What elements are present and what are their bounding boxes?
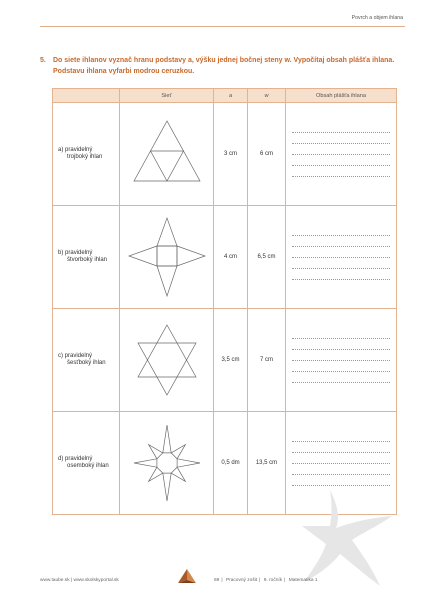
answer-line[interactable] <box>292 338 390 339</box>
answer-line[interactable] <box>292 235 390 236</box>
answer-line[interactable] <box>292 176 390 177</box>
answer-area[interactable] <box>286 103 397 206</box>
row-letter: d) <box>58 455 64 462</box>
pyramid-name <box>53 103 120 206</box>
name-line2: trojboký ihlan <box>67 154 103 160</box>
answer-line[interactable] <box>292 246 390 247</box>
header-name <box>53 89 120 103</box>
answer-line[interactable] <box>292 349 390 350</box>
header-a: a <box>214 89 248 103</box>
answer-line[interactable] <box>292 382 390 383</box>
name-line2: šesťboký ihlan <box>67 360 106 366</box>
footer-subject: Matematika 1 <box>288 578 318 583</box>
publisher-logo-icon <box>300 488 398 588</box>
header-rule <box>40 26 405 27</box>
answer-line[interactable] <box>292 371 390 372</box>
square-pyramid-net-icon <box>120 206 214 309</box>
answer-line[interactable] <box>292 474 390 475</box>
header-area: Obsah plášťa ihlana <box>286 89 397 103</box>
answer-area[interactable] <box>286 309 397 412</box>
answer-line[interactable] <box>292 452 390 453</box>
value-a: 3,5 cm <box>214 309 248 412</box>
pyramid-name <box>53 206 120 309</box>
answer-line[interactable] <box>292 441 390 442</box>
pyramid-icon <box>176 568 198 584</box>
footer-websites: www.taube.sk | www.skolskyportal.sk <box>40 578 119 583</box>
header-w: w <box>248 89 286 103</box>
name-line2: osemboký ihlan <box>67 463 109 469</box>
footer-grade: 9. ročník <box>263 578 283 583</box>
triangular-pyramid-net-icon <box>120 103 214 206</box>
answer-line[interactable] <box>292 360 390 361</box>
value-a: 0,5 dm <box>214 412 248 515</box>
answer-line[interactable] <box>292 143 390 144</box>
pyramid-table <box>52 88 397 515</box>
answer-area[interactable] <box>286 206 397 309</box>
value-a: 4 cm <box>214 206 248 309</box>
name-line2: štvorboký ihlan <box>67 257 108 263</box>
name-line1: pravidelný <box>65 455 93 462</box>
answer-line[interactable] <box>292 165 390 166</box>
table-row <box>53 309 397 412</box>
row-letter: a) <box>58 146 64 153</box>
value-a: 3 cm <box>214 103 248 206</box>
footer-workbook: Pracovný zošit <box>225 578 258 583</box>
table-row <box>53 103 397 206</box>
hexagonal-pyramid-net-icon <box>120 309 214 412</box>
name-line1: pravidelný <box>65 146 93 153</box>
answer-line[interactable] <box>292 257 390 258</box>
value-w: 6,5 cm <box>248 206 286 309</box>
page-number: 69 <box>214 578 220 583</box>
answer-line[interactable] <box>292 485 390 486</box>
answer-line[interactable] <box>292 268 390 269</box>
header-net: Sieť <box>120 89 214 103</box>
answer-line[interactable] <box>292 154 390 155</box>
row-letter: c) <box>58 352 63 359</box>
value-w: 13,5 cm <box>248 412 286 515</box>
table-row <box>53 206 397 309</box>
task-text: Do siete ihlanov vyznač hranu podstavy a, výšku jednej bočnej steny w. Vypočítaj obsah plášťa ihlana. Podstavu ihlana vyfarbi modrou ceruzkou. <box>53 57 395 75</box>
name-line1: pravidelný <box>65 249 93 256</box>
answer-line[interactable] <box>292 463 390 464</box>
footer-info: 69 | Pracovný zošit | 9. ročník | Matematika 1 <box>214 578 318 583</box>
pyramid-name <box>53 412 120 515</box>
task-number: 5. <box>40 57 46 64</box>
value-w: 6 cm <box>248 103 286 206</box>
name-line1: pravidelný <box>64 352 93 359</box>
table-header-row <box>53 89 397 103</box>
answer-line[interactable] <box>292 132 390 133</box>
running-header-title: Povrch a objem ihlana <box>351 15 403 21</box>
row-letter: b) <box>58 249 64 256</box>
pyramid-name <box>53 309 120 412</box>
value-w: 7 cm <box>248 309 286 412</box>
octagonal-pyramid-net-icon <box>120 412 214 515</box>
answer-line[interactable] <box>292 279 390 280</box>
